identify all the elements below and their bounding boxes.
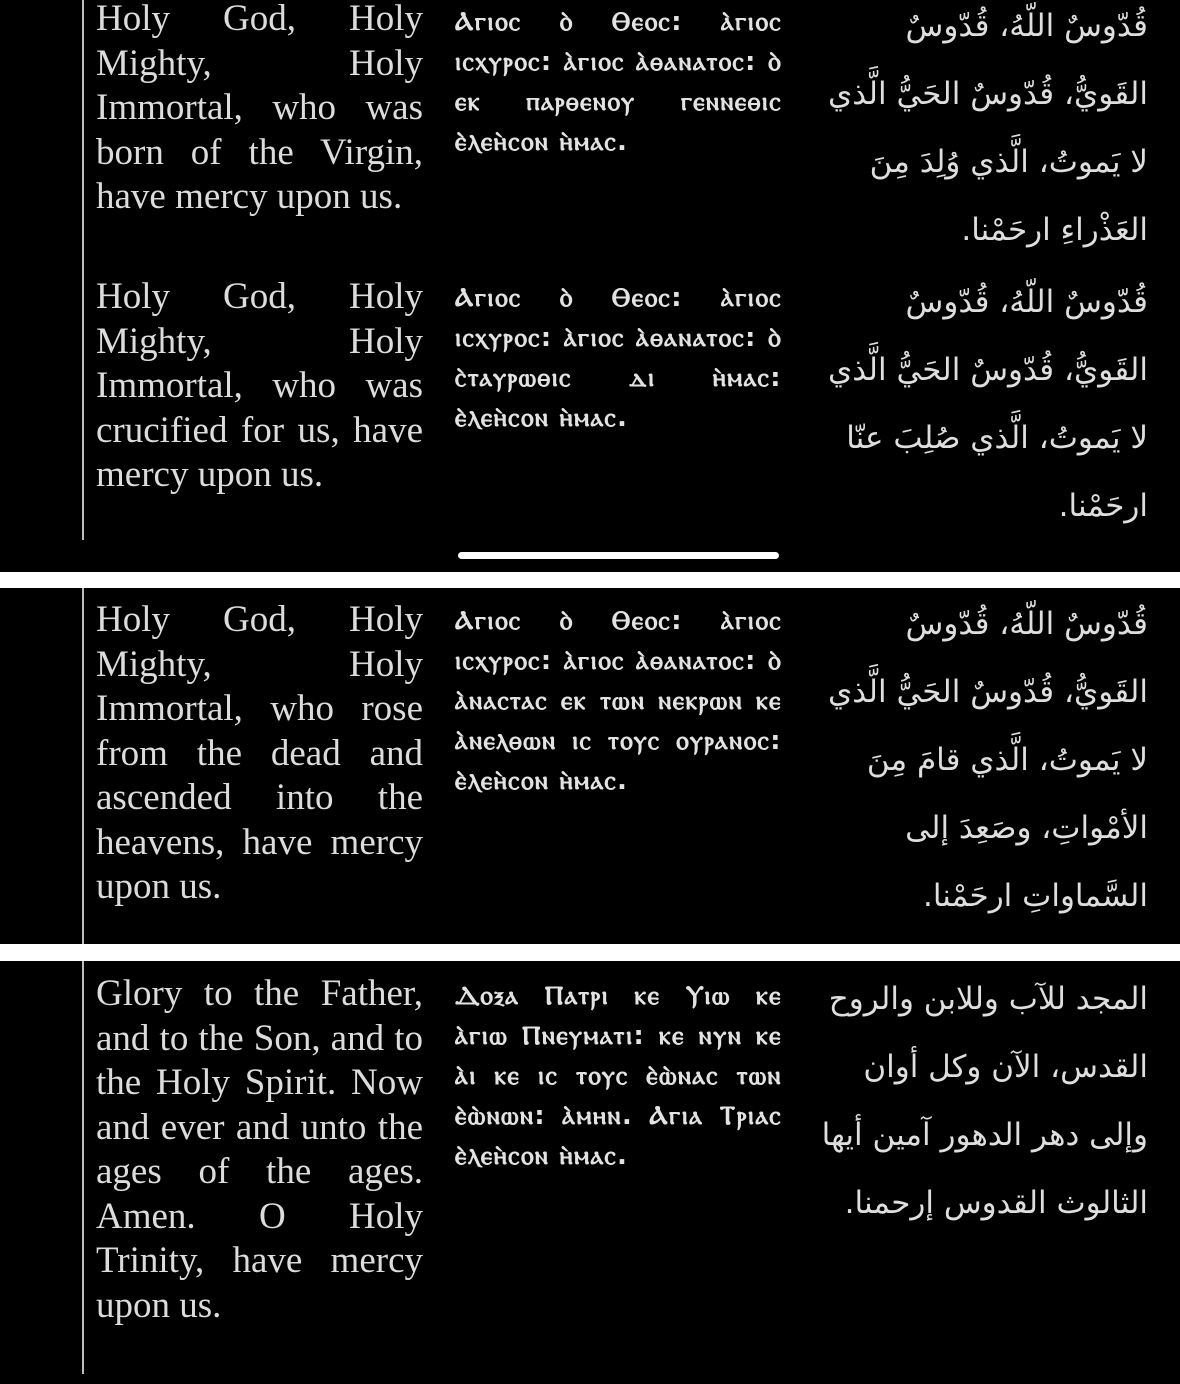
- coptic-text: Ⲁⲅⲓⲟⲥ ⲟ̀ Ⲑⲉⲟⲥ: ⲁ̀ⲅⲓⲟⲥ ⲓⲥⲭⲩⲣⲟⲥ: ⲁ̀ⲅⲓⲟⲥ ⲁ̀ⲑⲁⲛⲁⲧⲟⲥ: ⲟ̀ ⲥ̀ⲧⲁⲩⲣⲱⲑⲓⲥ ⲇⲓ ⲏ̀ⲙⲁⲥ: ⲉ̀ⲗⲉⲏ̀ⲥⲟⲛ ⲏ̀ⲙⲁⲥ.: [455, 283, 782, 433]
- arabic-text: قُدّوسٌ اللّهُ، قُدّوسٌ القَويُّ، قُدّوسٌ الحَيُّ الَّذي لا يَموتُ، الَّذي صُلِبَ عنّا ارحَمْنا.: [828, 284, 1148, 524]
- coptic-text: Ⲁⲅⲓⲟⲥ ⲟ̀ Ⲑⲉⲟⲥ: ⲁ̀ⲅⲓⲟⲥ ⲓⲥⲭⲩⲣⲟⲥ: ⲁ̀ⲅⲓⲟⲥ ⲁ̀ⲑⲁⲛⲁⲧⲟⲥ: ⲟ̀ ⲉⲕ ⲡⲁⲣⲑⲉⲛⲟⲩ ⲅⲉⲛⲛⲉⲑⲓⲥ ⲉ̀ⲗⲉⲏ̀ⲥⲟⲛ ⲏ̀ⲙⲁⲥ.: [455, 7, 782, 157]
- coptic-text: Ⲁⲅⲓⲟⲥ ⲟ̀ Ⲑⲉⲟⲥ: ⲁ̀ⲅⲓⲟⲥ ⲓⲥⲭⲩⲣⲟⲥ: ⲁ̀ⲅⲓⲟⲥ ⲁ̀ⲑⲁⲛⲁⲧⲟⲥ: ⲟ̀ ⲁ̀ⲛⲁⲥⲧⲁⲥ ⲉⲕ ⲧⲱⲛ ⲛⲉⲕⲣⲱⲛ ⲕⲉ ⲁ̀ⲛⲉⲗⲑⲱⲛ ⲓⲥ ⲧⲟⲩⲥ ⲟⲩⲣⲁⲛⲟⲥ: ⲉ̀ⲗⲉⲏ̀ⲥⲟⲛ ⲏ̀ⲙⲁⲥ.: [455, 606, 782, 796]
- arabic-text: قُدّوسٌ اللّهُ، قُدّوسٌ القَويُّ، قُدّوسٌ الحَيُّ الَّذي لا يَموتُ، الَّذي قامَ مِنَ الأمْواتِ، وصَعِدَ إلى السَّماواتِ ارحَمْنا.: [828, 606, 1148, 914]
- column-divider: [82, 961, 84, 1374]
- english-text: Holy God, Holy Mighty, Holy Immortal, who rose from the dead and ascended into the heavens, have mercy upon us.: [96, 599, 423, 907]
- english-text: Glory to the Father, and to the Son, and to the Holy Spirit. Now and ever and unto the ages of the ages. Amen. O Holy Trinity, have mercy upon us.: [96, 973, 423, 1326]
- verse-panel-2[interactable]: [0, 588, 1180, 944]
- arabic-text: المجد للآب وللابن والروح القدس، الآن وكل أوان وإلى دهر الدهور آمين أيها الثالوث القدوس إرحمنا.: [821, 981, 1148, 1221]
- arabic-text: قُدّوسٌ اللّهُ، قُدّوسٌ القَويُّ، قُدّوسٌ الحَيُّ الَّذي لا يَموتُ، الَّذي وُلِدَ مِنَ العَذْراءِ ارحَمْنا.: [828, 8, 1148, 248]
- english-text: Holy God, Holy Mighty, Holy Immortal, who was born of the Virgin, have mercy upon us.: [96, 0, 423, 217]
- column-divider: [82, 588, 84, 944]
- english-text: Holy God, Holy Mighty, Holy Immortal, who was crucified for us, have mercy upon us.: [96, 276, 423, 495]
- coptic-text: Ⲇⲟⲝⲁ Ⲡⲁⲧⲣⲓ ⲕⲉ Ⲩⲓⲱ ⲕⲉ ⲁ̀ⲅⲓⲱ Ⲡⲛⲉⲩⲙⲁⲧⲓ: ⲕⲉ ⲛⲩⲛ ⲕⲉ ⲁ̀ⲓ ⲕⲉ ⲓⲥ ⲧⲟⲩⲥ ⲉ̀ⲱ̀ⲛⲁⲥ ⲧⲱⲛ ⲉ̀ⲱ̀ⲛⲱⲛ: ⲁ̀ⲙⲏⲛ. Ⲁⲅⲓⲁ Ⲧⲣⲓⲁⲥ ⲉ̀ⲗⲉⲏ̀ⲥⲟⲛ ⲏ̀ⲙⲁⲥ.: [455, 981, 782, 1171]
- drag-handle[interactable]: [458, 552, 779, 559]
- verse-panel-3[interactable]: [0, 961, 1180, 1384]
- verse-panel-1[interactable]: [0, 0, 1180, 572]
- column-divider: [82, 0, 84, 540]
